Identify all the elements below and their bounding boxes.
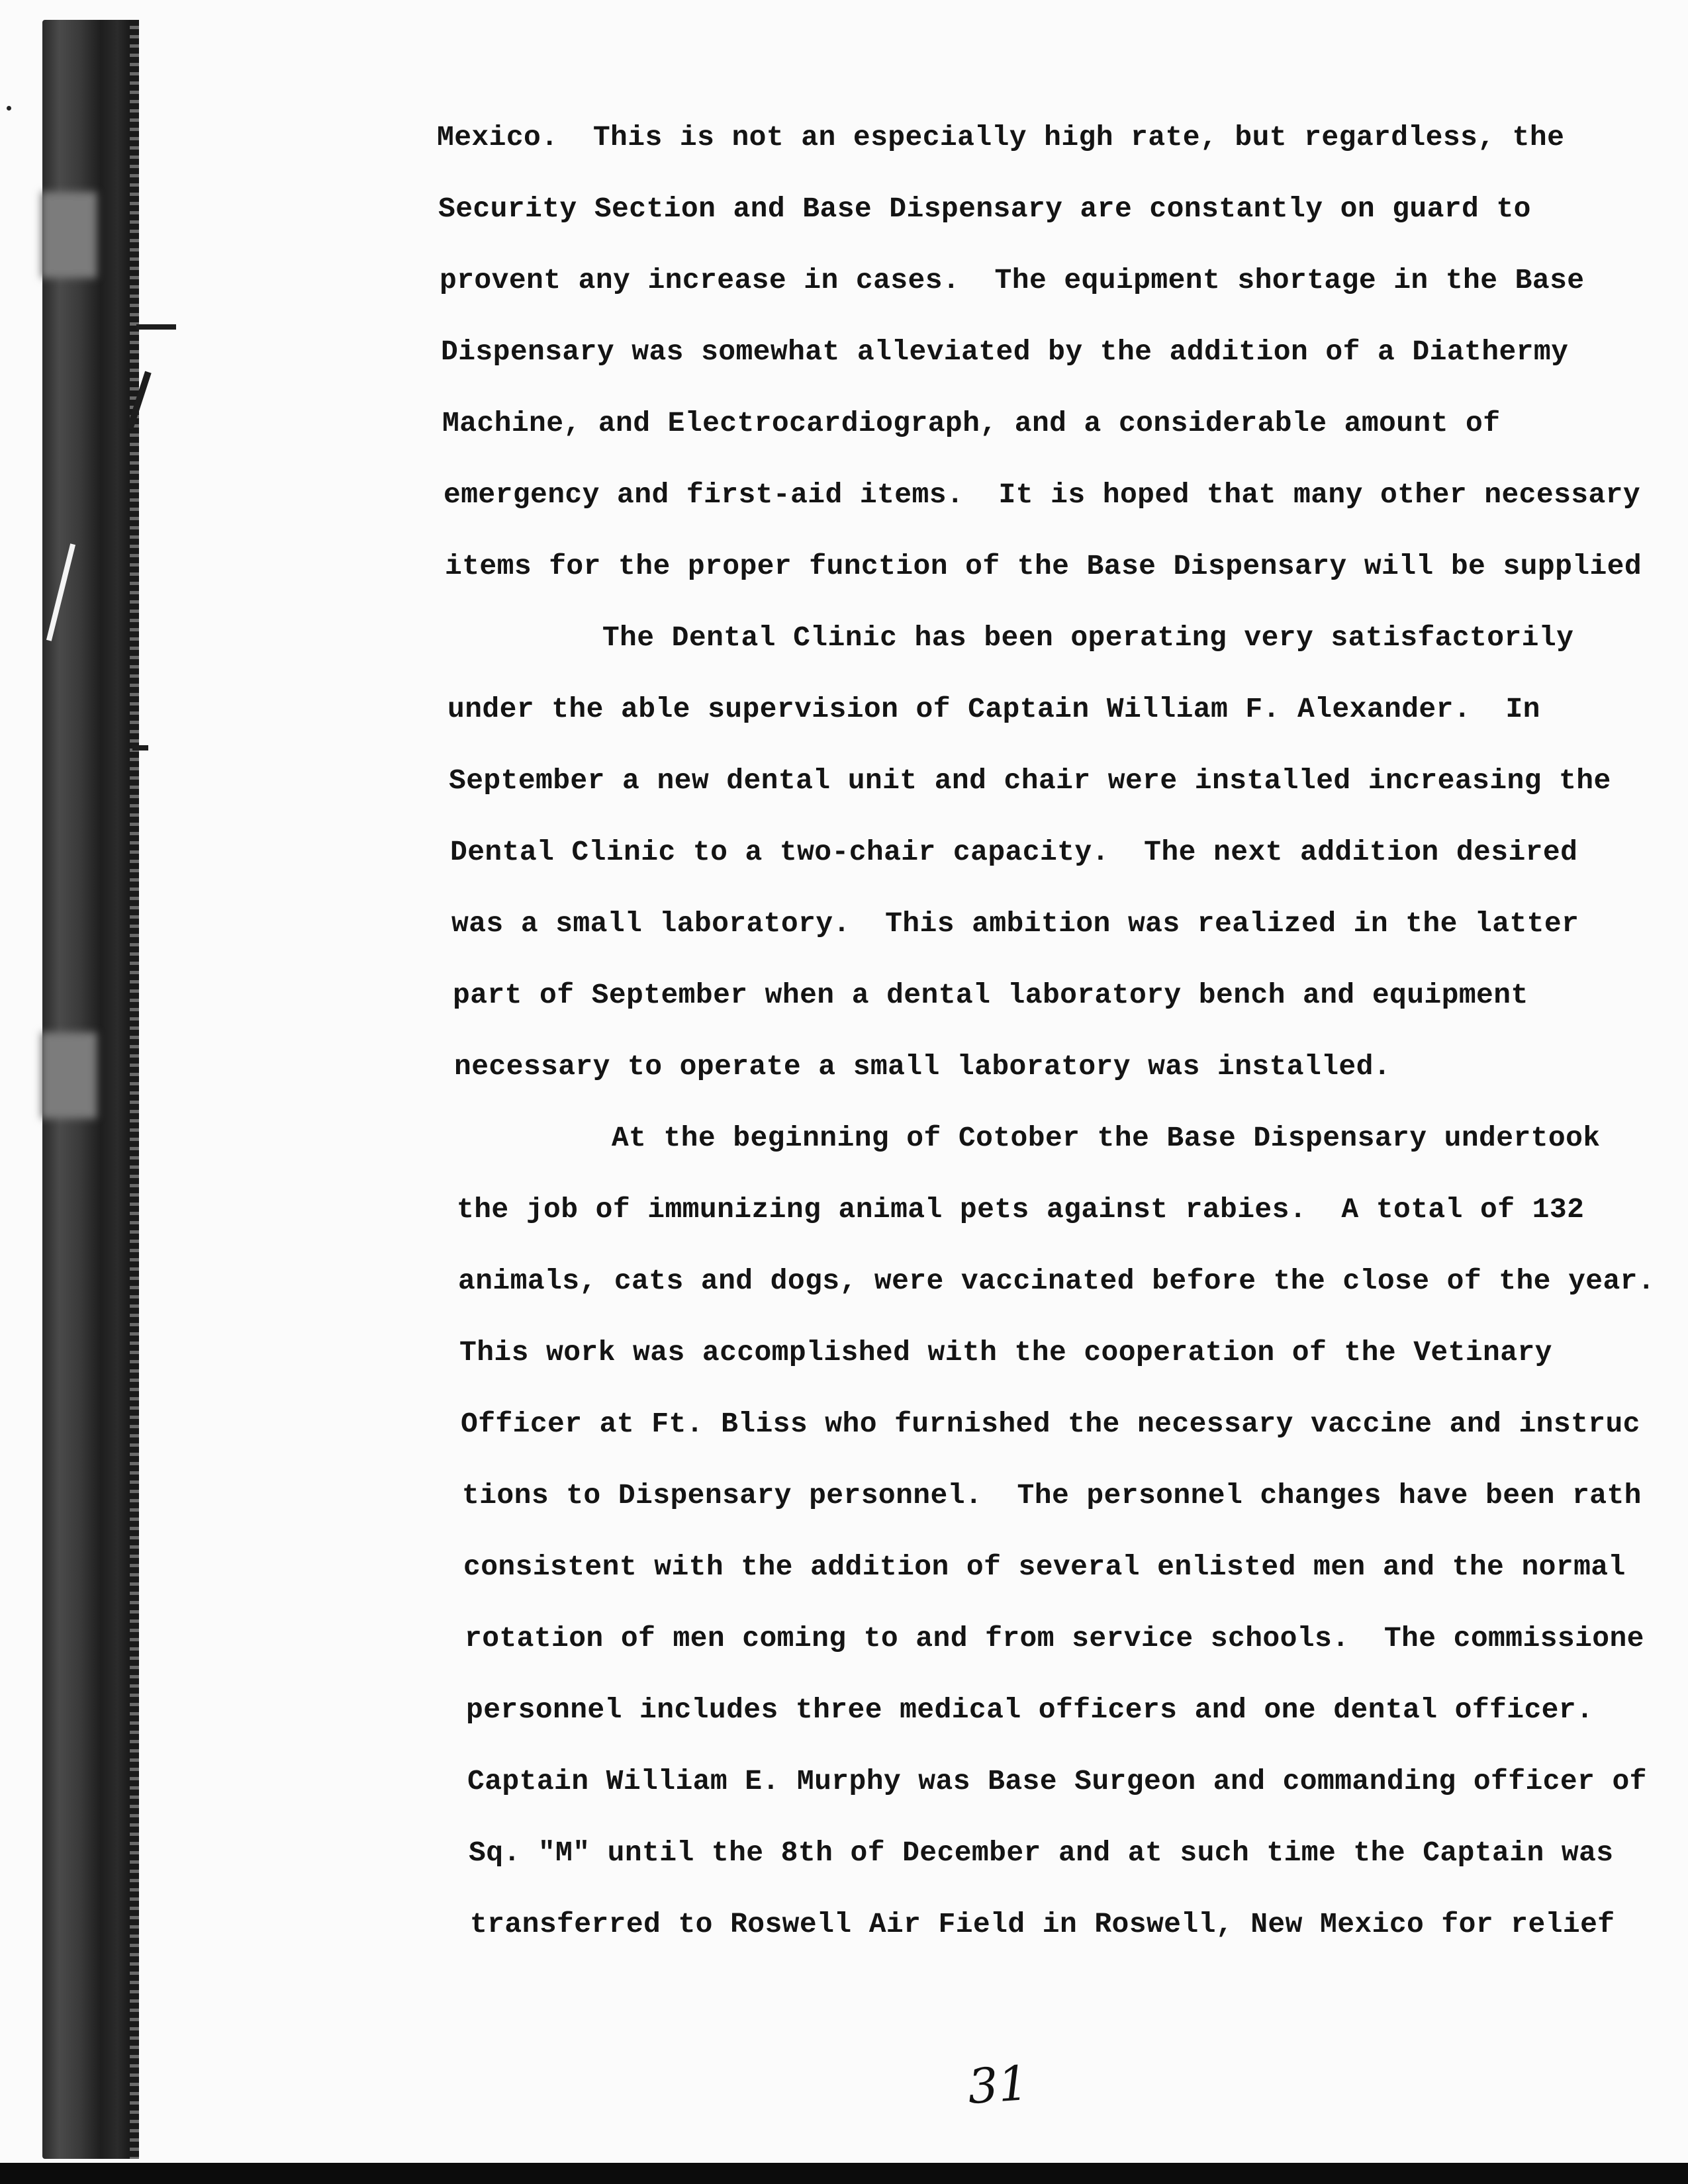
text-line: provent any increase in cases. The equipment shortage in the Base bbox=[440, 264, 1585, 296]
text-line: Dental Clinic to a two-chair capacity. The next addition desired bbox=[450, 836, 1578, 868]
text-line: September a new dental unit and chair were installed increasing the bbox=[449, 764, 1611, 797]
text-line: tions to Dispensary personnel. The personnel changes have been rath bbox=[462, 1479, 1642, 1512]
text-line: Mexico. This is not an especially high rate, but regardless, the bbox=[437, 121, 1565, 154]
text-line: under the able supervision of Captain William F. Alexander. In bbox=[447, 693, 1540, 725]
text-line: animals, cats and dogs, were vaccinated before the close of the year. bbox=[458, 1265, 1656, 1297]
text-line: part of September when a dental laboratory bench and equipment bbox=[453, 979, 1528, 1011]
page-number: 31 bbox=[966, 2054, 1031, 2115]
text-line: consistent with the addition of several enlisted men and the normal bbox=[463, 1551, 1626, 1583]
text-line: Dispensary was somewhat alleviated by the addition of a Diathermy bbox=[441, 336, 1569, 368]
text-line: The Dental Clinic has been operating very satisfactorily bbox=[446, 621, 1574, 654]
text-line: Machine, and Electrocardiograph, and a considerable amount of bbox=[442, 407, 1501, 439]
text-line: items for the proper function of the Base Dispensary will be supplied bbox=[445, 550, 1642, 582]
text-line: was a small laboratory. This ambition was realized in the latter bbox=[451, 907, 1579, 940]
text-line: emergency and first-aid items. It is hoped that many other necessary bbox=[444, 478, 1641, 511]
text-line: the job of immunizing animal pets against rabies. A total of 132 bbox=[457, 1193, 1585, 1226]
text-line: transferred to Roswell Air Field in Roswell, New Mexico for relief bbox=[470, 1908, 1615, 1940]
text-line: Sq. "M" until the 8th of December and at such time the Captain was bbox=[469, 1837, 1614, 1869]
text-line: This work was accomplished with the cooperation of the Vetinary bbox=[459, 1336, 1552, 1369]
text-line: Security Section and Base Dispensary are constantly on guard to bbox=[438, 193, 1531, 225]
text-line: necessary to operate a small laboratory was installed. bbox=[454, 1050, 1391, 1083]
text-line: Captain William E. Murphy was Base Surgeon and commanding officer of bbox=[467, 1765, 1647, 1797]
scan-border bbox=[0, 2163, 1688, 2184]
text-line: At the beginning of Cotober the Base Dispensary undertook bbox=[455, 1122, 1601, 1154]
text-line: personnel includes three medical officers and one dental officer. bbox=[466, 1694, 1594, 1726]
text-line: Officer at Ft. Bliss who furnished the necessary vaccine and instruc bbox=[461, 1408, 1640, 1440]
text-line: rotation of men coming to and from service schools. The commissione bbox=[465, 1622, 1644, 1655]
